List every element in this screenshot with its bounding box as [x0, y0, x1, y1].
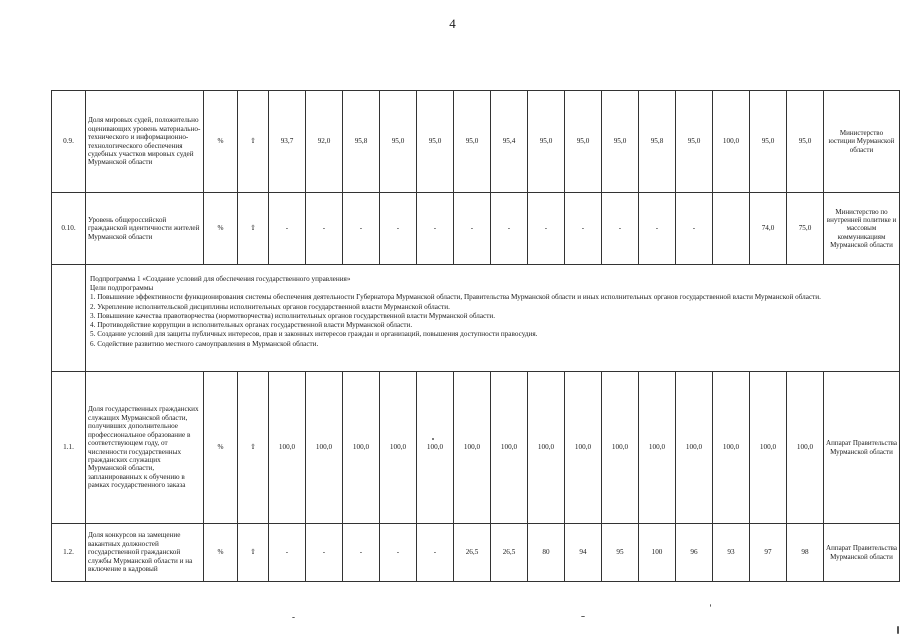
value-cell: 100,0: [713, 91, 750, 193]
goal-item: 6. Содействие развитию местного самоуправления в Мурманской области.: [90, 339, 319, 348]
value-cell: -: [639, 193, 676, 265]
value-cell: 100,0: [380, 372, 417, 524]
value-cell: 94: [565, 524, 602, 582]
value-cell: 26,5: [491, 524, 528, 582]
value-cell: 95: [602, 524, 639, 582]
value-cell: -: [417, 193, 454, 265]
value-cell: 100: [639, 524, 676, 582]
indicator-name-cell: Доля конкурсов на замещение вакантных должностей государственной гражданской службы Мурманской области и на включение в кадровый: [86, 524, 204, 582]
value-cell: 92,0: [306, 91, 343, 193]
table-row: [52, 193, 900, 265]
scan-speck: [292, 617, 295, 618]
value-cell: 95,0: [528, 91, 565, 193]
row-number-cell: 0.10.: [52, 193, 86, 265]
responsible-org-cell: Аппарат Правительства Мурманской области: [824, 524, 900, 582]
value-cell: 80: [528, 524, 565, 582]
value-cell: 95,0: [787, 91, 824, 193]
value-cell: 95,0: [750, 91, 787, 193]
value-cell: 100,0: [639, 372, 676, 524]
value-cell: -: [528, 193, 565, 265]
value-cell: 95,0: [565, 91, 602, 193]
goal-item: 4. Противодействие коррупции в исполнительных органах государственной власти Мурманской области.: [90, 321, 413, 330]
scan-speck: [710, 604, 711, 607]
table-row: [52, 91, 900, 193]
row-number-cell: 1.2.: [52, 524, 86, 582]
goal-item: 1. Повышение эффективности функционирования системы обеспечения деятельности Губернатора Мурманской области, Правительства Мурманской области и иных исполнительных органов государственной власти Мурманской области.: [90, 293, 821, 302]
value-cell: 95,4: [491, 91, 528, 193]
value-cell: -: [343, 524, 380, 582]
value-cell: 100,0: [565, 372, 602, 524]
value-cell: -: [491, 193, 528, 265]
scan-speck: [581, 616, 585, 617]
responsible-org-cell: Министерство юстиции Мурманской области: [824, 91, 900, 193]
value-cell: 100,0: [343, 372, 380, 524]
scan-speck: [897, 626, 899, 634]
value-cell: 100,0: [602, 372, 639, 524]
value-cell: 74,0: [750, 193, 787, 265]
value-cell: 95,0: [454, 91, 491, 193]
value-cell: 26,5: [454, 524, 491, 582]
subprogram-cell: [86, 265, 900, 372]
indicator-name-cell: Доля мировых судей, положительно оценивающих уровень материально-технического и информационно-технологического обеспечения судебных участков мировых судей Мурманской области: [86, 91, 204, 193]
value-cell: 95,8: [343, 91, 380, 193]
value-cell: -: [565, 193, 602, 265]
trend-arrow-icon: ⇧: [238, 193, 269, 265]
goals-label: Цели подпрограммы: [90, 284, 154, 293]
value-cell: -: [676, 193, 713, 265]
indicator-name-cell: Уровень общероссийской гражданской идентичности жителей Мурманской области: [86, 193, 204, 265]
goal-item: 2. Укрепление исполнительской дисциплины исполнительных органов государственной власти Мурманской области.: [90, 302, 450, 311]
value-cell: 95,0: [676, 91, 713, 193]
value-cell: 75,0: [787, 193, 824, 265]
value-cell: 100,0: [417, 372, 454, 524]
value-cell: 100,0: [750, 372, 787, 524]
value-cell: -: [380, 193, 417, 265]
scan-speck: [432, 438, 434, 440]
row-number-cell: 0.9.: [52, 91, 86, 193]
value-cell: 96: [676, 524, 713, 582]
trend-arrow-icon: ⇧: [238, 372, 269, 524]
value-cell: -: [306, 524, 343, 582]
value-cell: 100,0: [491, 372, 528, 524]
value-cell: 95,0: [417, 91, 454, 193]
value-cell: 93,7: [269, 91, 306, 193]
value-cell: 100,0: [787, 372, 824, 524]
value-cell: 100,0: [676, 372, 713, 524]
subprogram-title: Подпрограмма 1 «Создание условий для обеспечения государственного управления»: [90, 275, 351, 283]
indicator-name-cell: Доля государственных гражданских служащих Мурманской области, получивших дополнительное профессиональное образование в соответствующем году, от численности государственных гражданских служащих Мурманской области, запланированных к обучению в рамках государственного заказа: [86, 372, 204, 524]
unit-cell: %: [204, 91, 238, 193]
value-cell: 100,0: [306, 372, 343, 524]
value-cell: 98: [787, 524, 824, 582]
unit-cell: %: [204, 193, 238, 265]
unit-cell: %: [204, 372, 238, 524]
value-cell: 100,0: [713, 372, 750, 524]
value-cell: 100,0: [269, 372, 306, 524]
value-cell: -: [269, 193, 306, 265]
value-cell: 97: [750, 524, 787, 582]
trend-arrow-icon: ⇧: [238, 524, 269, 582]
indicators-table: [51, 90, 900, 582]
value-cell: -: [343, 193, 380, 265]
value-cell: -: [380, 524, 417, 582]
responsible-org-cell: Министерство по внутренней политике и массовым коммуникациям Мурманской области: [824, 193, 900, 265]
row-number-cell: 1.1.: [52, 372, 86, 524]
unit-cell: %: [204, 524, 238, 582]
goal-item: 5. Создание условий для защиты публичных интересов, прав и законных интересов граждан и организаций, повышения доступности правосудия.: [90, 330, 538, 339]
value-cell: 93: [713, 524, 750, 582]
value-cell: -: [269, 524, 306, 582]
value-cell: 95,8: [639, 91, 676, 193]
value-cell: -: [454, 193, 491, 265]
value-cell: -: [306, 193, 343, 265]
value-cell: 100,0: [528, 372, 565, 524]
goal-item: 3. Повышение качества правотворчества (нормотворчества) исполнительных органов государственной власти Мурманской области.: [90, 311, 496, 320]
page-number: 4: [449, 16, 456, 31]
subprogram-row: [52, 265, 900, 372]
value-cell: 95,0: [380, 91, 417, 193]
value-cell: 100,0: [454, 372, 491, 524]
table-row: [52, 524, 900, 582]
responsible-org-cell: Аппарат Правительства Мурманской области: [824, 372, 900, 524]
value-cell: -: [417, 524, 454, 582]
value-cell: [713, 193, 750, 265]
trend-arrow-icon: ⇧: [238, 91, 269, 193]
table-row: [52, 372, 900, 524]
value-cell: 95,0: [602, 91, 639, 193]
value-cell: -: [602, 193, 639, 265]
